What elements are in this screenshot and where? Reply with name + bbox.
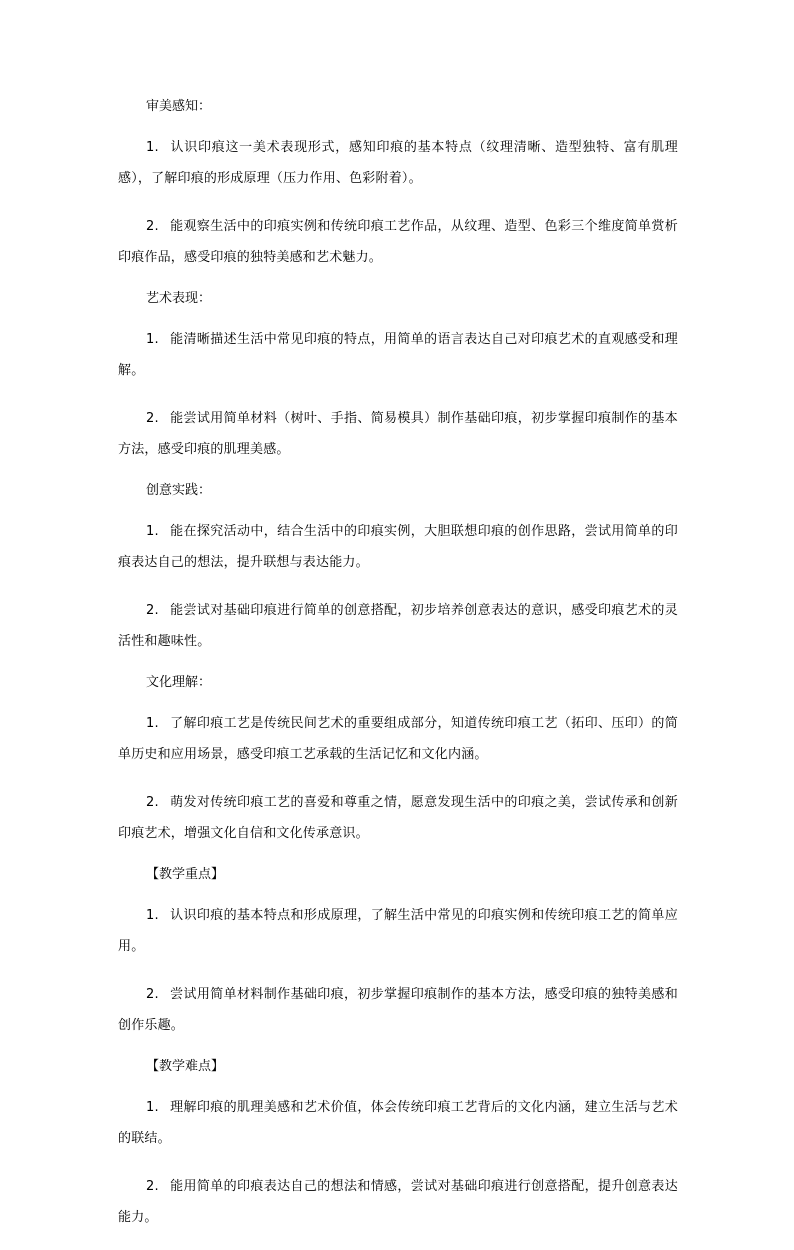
item-number: 1.: [146, 908, 159, 923]
item-number: 1.: [146, 716, 159, 731]
section-cultural-understanding: [118, 674, 678, 849]
item-text: 了解印痕工艺是传统民间艺术的重要组成部分，知道传统印痕工艺（拓印、压印）的简单历史和应用场景，感受印痕工艺承载的生活记忆和文化内涵。: [118, 716, 678, 762]
section-heading: 审美感知：: [146, 99, 212, 114]
item-number: 2.: [146, 411, 159, 426]
list-item: [118, 516, 678, 578]
list-item: [118, 708, 678, 770]
section-teaching-difficulties: [118, 1058, 678, 1233]
item-number: 1.: [146, 524, 159, 539]
section-heading: 艺术表现：: [146, 291, 212, 306]
item-text: 能在探究活动中，结合生活中的印痕实例，大胆联想印痕的创作思路，尝试用简单的印痕表达自己的想法，提升联想与表达能力。: [118, 524, 678, 570]
section-heading: 创意实践：: [146, 483, 212, 498]
item-text: 能观察生活中的印痕实例和传统印痕工艺作品，从纹理、造型、色彩三个维度简单赏析印痕作品，感受印痕的独特美感和艺术魅力。: [118, 219, 678, 265]
section-creative-practice: [118, 482, 678, 657]
item-number: 2.: [146, 603, 159, 618]
section-aesthetic-perception: [118, 98, 678, 273]
section-heading: 【教学难点】: [146, 1059, 225, 1074]
list-item: [118, 979, 678, 1041]
item-number: 1.: [146, 1100, 159, 1115]
section-teaching-key-points: [118, 866, 678, 1041]
list-item: [118, 132, 678, 194]
item-number: 2.: [146, 987, 159, 1002]
item-number: 2.: [146, 795, 159, 810]
list-item: [118, 324, 678, 386]
list-item: [118, 1171, 678, 1233]
list-item: [118, 1092, 678, 1154]
item-text: 认识印痕的基本特点和形成原理，了解生活中常见的印痕实例和传统印痕工艺的简单应用。: [118, 908, 678, 954]
list-item: [118, 211, 678, 273]
item-text: 萌发对传统印痕工艺的喜爱和尊重之情，愿意发现生活中的印痕之美，尝试传承和创新印痕艺术，增强文化自信和文化传承意识。: [118, 795, 678, 841]
item-text: 认识印痕这一美术表现形式，感知印痕的基本特点（纹理清晰、造型独特、富有肌理感），了解印痕的形成原理（压力作用、色彩附着）。: [118, 140, 678, 186]
item-text: 理解印痕的肌理美感和艺术价值，体会传统印痕工艺背后的文化内涵，建立生活与艺术的联结。: [118, 1100, 678, 1146]
list-item: [118, 403, 678, 465]
item-text: 能尝试用简单材料（树叶、手指、简易模具）制作基础印痕，初步掌握印痕制作的基本方法，感受印痕的肌理美感。: [118, 411, 678, 457]
section-heading: 文化理解：: [146, 675, 212, 690]
item-text: 尝试用简单材料制作基础印痕，初步掌握印痕制作的基本方法，感受印痕的独特美感和创作乐趣。: [118, 987, 678, 1033]
document-body: [118, 98, 678, 1250]
item-text: 能清晰描述生活中常见印痕的特点，用简单的语言表达自己对印痕艺术的直观感受和理解。: [118, 332, 678, 378]
list-item: [118, 787, 678, 849]
item-number: 1.: [146, 140, 159, 155]
list-item: [118, 595, 678, 657]
item-text: 能尝试对基础印痕进行简单的创意搭配，初步培养创意表达的意识，感受印痕艺术的灵活性和趣味性。: [118, 603, 678, 649]
section-artistic-expression: [118, 290, 678, 465]
item-number: 2.: [146, 219, 159, 234]
item-number: 1.: [146, 332, 159, 347]
section-heading: 【教学重点】: [146, 867, 225, 882]
item-text: 能用简单的印痕表达自己的想法和情感，尝试对基础印痕进行创意搭配，提升创意表达能力。: [118, 1179, 678, 1225]
list-item: [118, 900, 678, 962]
item-number: 2.: [146, 1179, 159, 1194]
